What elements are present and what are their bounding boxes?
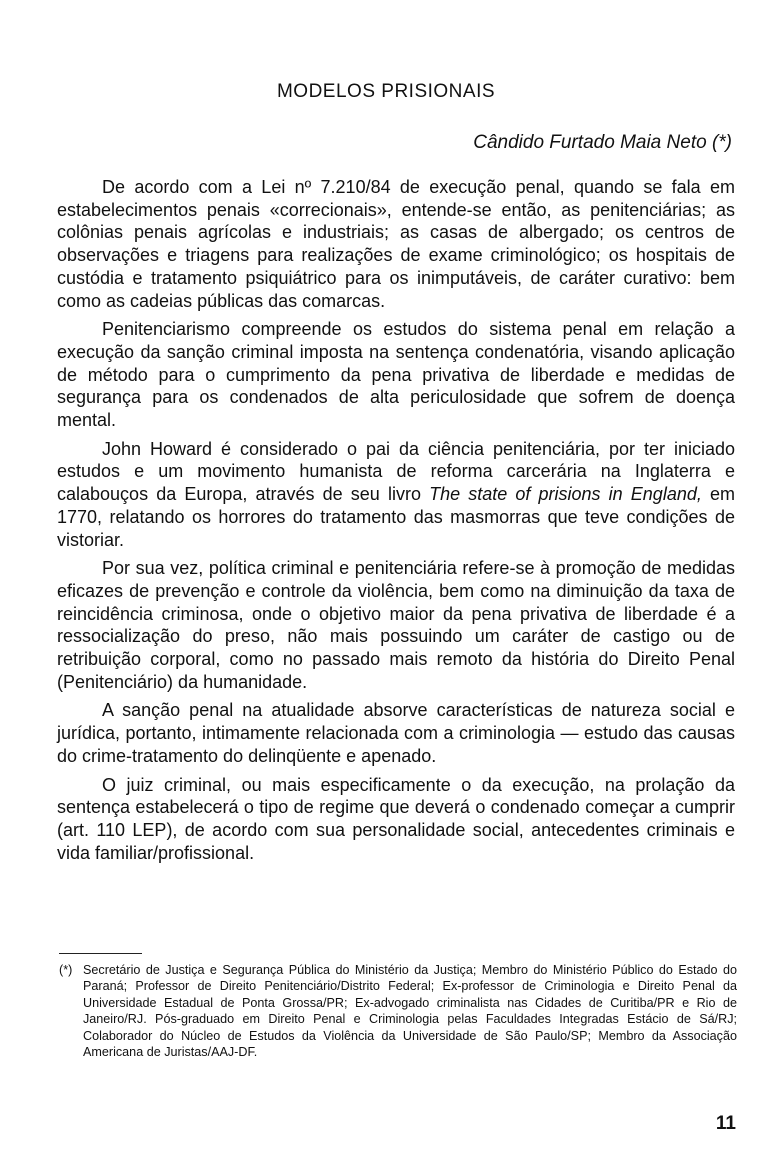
paragraph: Penitenciarismo compreende os estudos do sistema penal em relação a execução da sanção criminal imposta na sentença condenatória, visando aplicação de método para o cumprimento da pena privativa de liberdade e medidas de segurança para os condenados de alta periculosidade que sofrem de doença mental. (57, 319, 735, 431)
footnote-divider (59, 953, 142, 954)
paragraph: A sanção penal na atualidade absorve características de natureza social e jurídica, portanto, intimamente relacionada com a criminologia — estudo das causas do crime-tratamento do delinqüente e apenado. (57, 700, 735, 766)
page-number: 11 (715, 1113, 736, 1134)
paragraph: De acordo com a Lei nº 7.210/84 de execução penal, quando se fala em estabelecimentos penais «correcionais», entende-se então, as penitenciárias; as colônias penais agrícolas e industriais; as casas de albergado; os centros de observações e triagens para realizações de exame criminológico; os hospitais de custódia e tratamento psiquiátrico para os inimputáveis, de caráter curativo: bem como as cadeias públicas das comarcas. (57, 177, 735, 311)
book-title: The state of prisions in England, (429, 484, 702, 505)
author-byline: Cândido Furtado Maia Neto (*) (473, 132, 732, 153)
article-body (57, 176, 735, 864)
paragraph: O juiz criminal, ou mais especificamente o da execução, na prolação da sentença estabelecerá o tipo de regime que deverá o condenado começar a cumprir (art. 110 LEP), de acordo com sua personalidade social, antecedentes criminais e vida familiar/profissional. (57, 774, 735, 863)
paragraph: Por sua vez, política criminal e penitenciária refere-se à promoção de medidas eficazes de prevenção e controle da violência, bem como na diminuição da taxa de reincidência criminosa, onde o objetivo maior da pena privativa de liberdade é a ressocialização do preso, não mais possuindo um caráter de castigo ou de retribuição corporal, como no passado mais remoto da história do Direito Penal (Penitenciário) da humanidade. (57, 558, 735, 692)
paragraph: John Howard é considerado o pai da ciência penitenciária, por ter iniciado estudos e um movimento humanista de reforma carcerária na Inglaterra e calabouços da Europa, através de seu livro The state of prisions in England, em 1770, relatando os horrores do tratamento das masmorras que teve condições de vistoriar. (57, 438, 735, 550)
article-title: MODELOS PRISIONAIS (276, 81, 496, 102)
footnote-text: Secretário de Justiça e Segurança Pública do Ministério da Justiça; Membro do Ministério Público do Estado do Paraná; Professor de Direito Penitenciário/Distrito Federal; Ex-professor de Criminologia e Direito Penal da Universidade Estadual de Ponta Grossa/PR; Ex-advogado criminalista nas Cidades de Curitiba/PR e Rio de Janeiro/RJ. Pós-graduado em Direito Penal e Criminologia pelas Faculdades Integradas Estácio de Sá/RJ; Colaborador do Núcleo de Estudos da Violência da Universidade de São Paulo/SP; Membro da Associação Americana de Juristas/AAJ-DF. (83, 963, 737, 1060)
footnote-marker: (*) (59, 963, 73, 977)
footnote (59, 962, 737, 1060)
